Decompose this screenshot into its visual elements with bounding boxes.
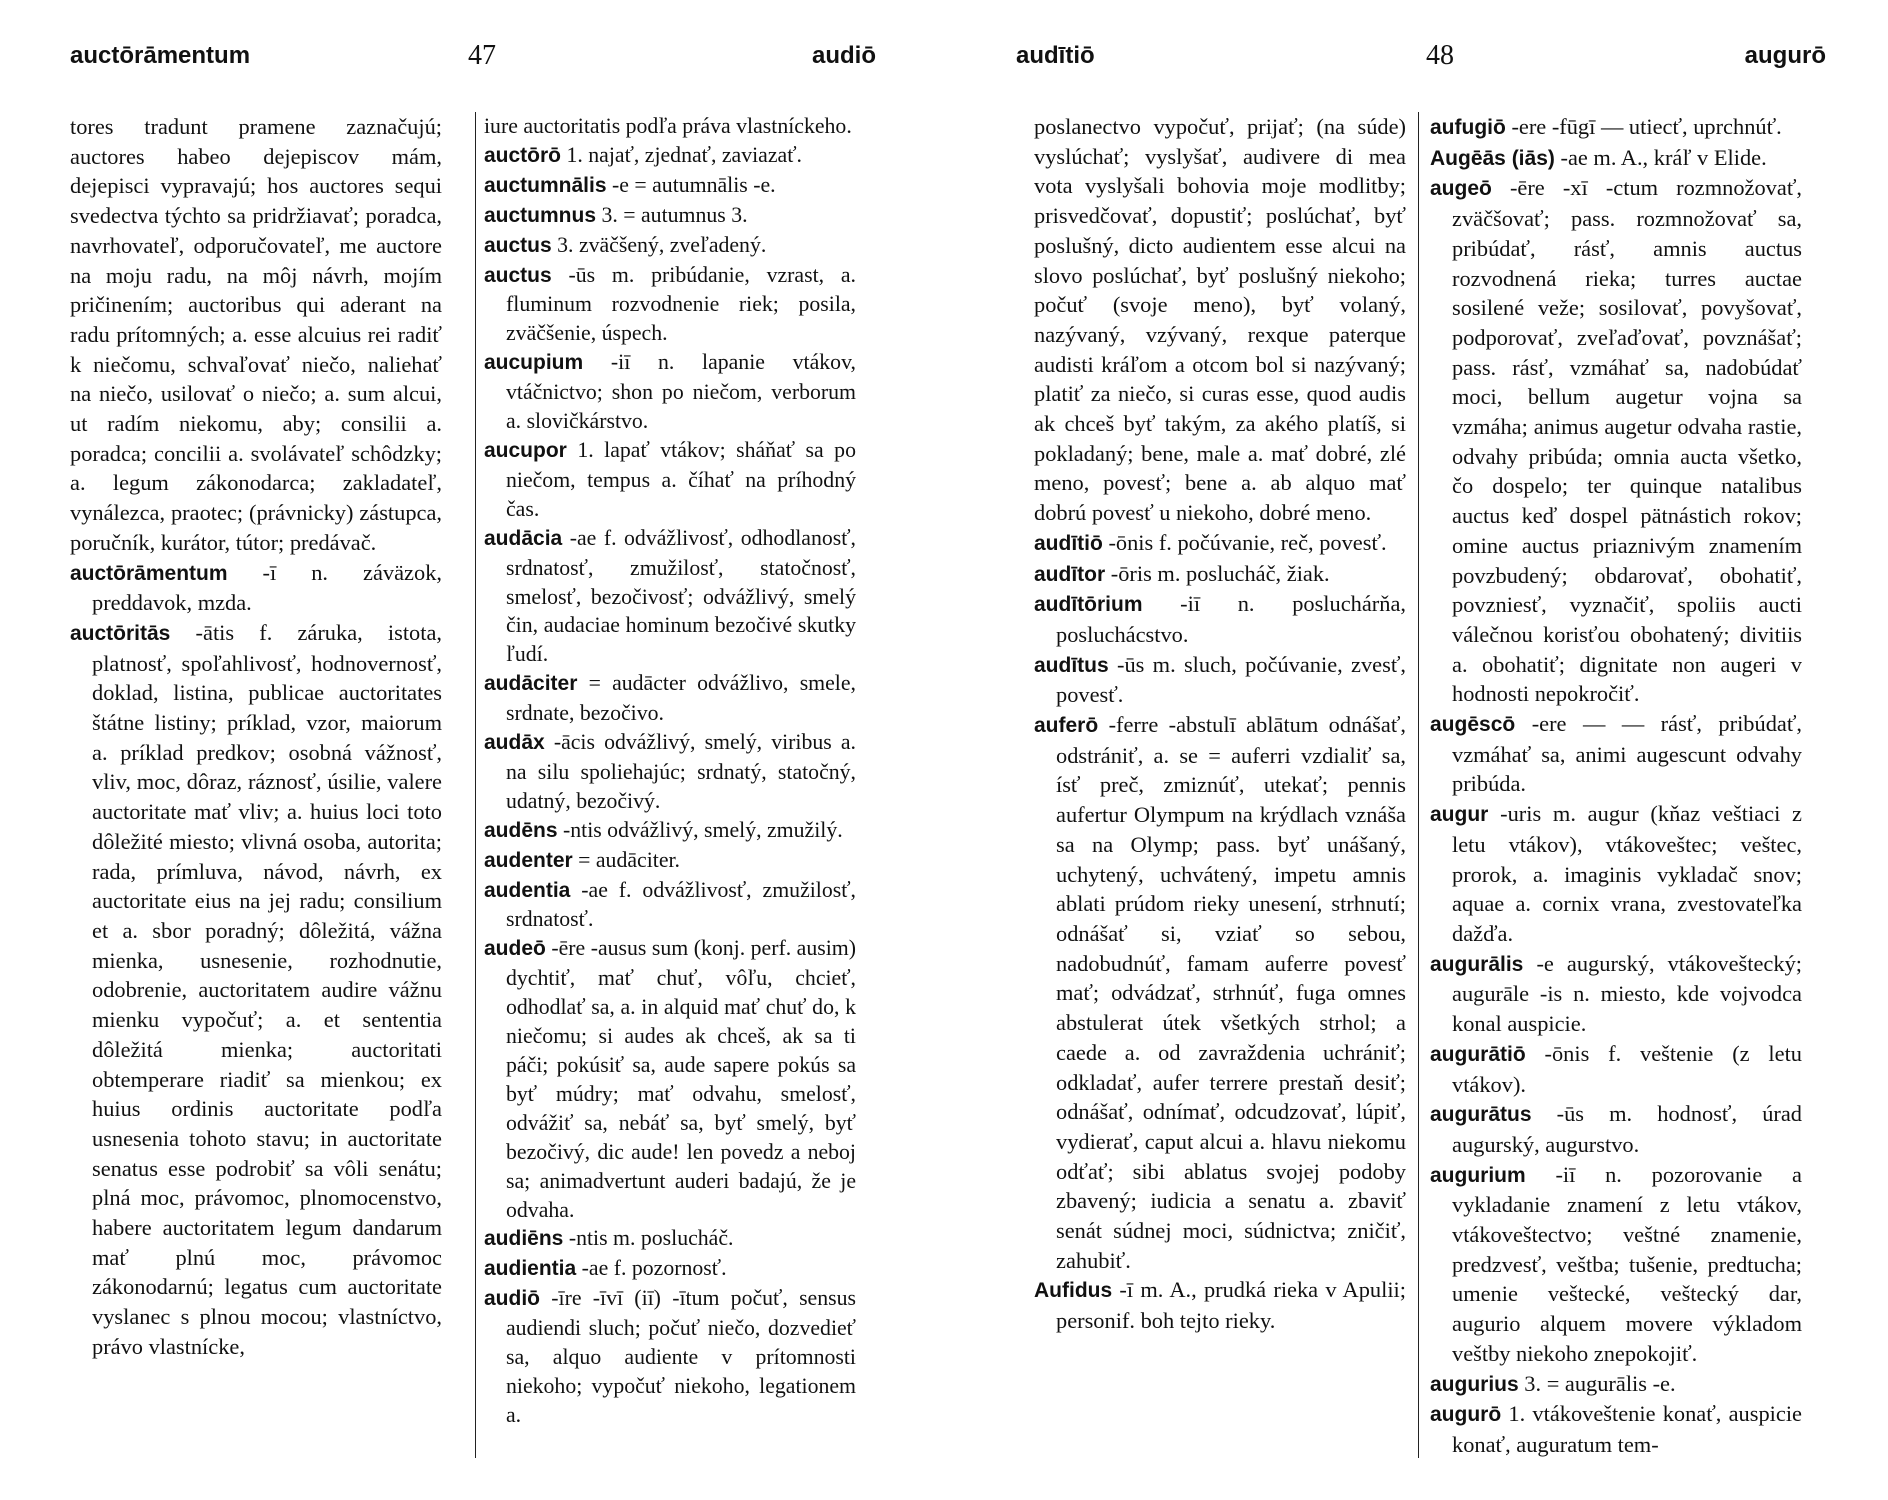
entry-continuation	[484, 112, 856, 141]
header-last-word: audiō	[812, 42, 876, 69]
entry-headword: aucupor	[484, 438, 567, 462]
entry-headword: augurius	[1430, 1372, 1519, 1396]
dictionary-entry	[484, 201, 856, 231]
entry-text: poslanectvo vypočuť, prijať; (na súde) vyslúchať; vyslyšať, audivere di mea vota vyslyšali bohovia moje modlitby; prisvedčovať, dopustiť; poslúchať, byť poslušný, dicto audientem esse alcui na slovo poslúchať, byť poslušný niekoho; počuť (svoje meno), byť volaný, nazývaný, vzývaný, rexque paterque audisti kráľom a otcom bol si nazývaný; platiť za niečo, si curas esse, quod audis ak chceš byť takým, za akého platíš, si pokladaný; bene, male a. mať dobré, zlé meno, povesť; bene a. ab alquo mať dobrú povesť u niekoho, dobré meno.	[1034, 114, 1406, 526]
entry-text: 3. = autumnus 3.	[601, 202, 748, 227]
entry-headword: audentia	[484, 878, 571, 902]
entry-continuation	[1034, 112, 1406, 528]
dictionary-entry	[484, 934, 856, 1224]
entry-headword: augurātus	[1430, 1103, 1532, 1127]
dictionary-entry	[484, 436, 856, 524]
dictionary-entry	[484, 816, 856, 846]
entry-headword: audenter	[484, 848, 573, 872]
dictionary-entry	[484, 348, 856, 436]
entry-headword: audēns	[484, 818, 558, 842]
entry-headword: auferō	[1034, 714, 1099, 738]
dictionary-entry	[1430, 1039, 1802, 1099]
entry-text: 1. najať, zjednať, zaviazať.	[566, 142, 802, 167]
dictionary-entry	[484, 261, 856, 349]
dictionary-entry	[70, 558, 442, 618]
entry-headword: audītus	[1034, 653, 1109, 677]
entry-text: -ōris m. poslucháč, žiak.	[1110, 560, 1330, 586]
entry-text: -ae f. pozornosť.	[581, 1256, 727, 1281]
entry-text: 3. = augurālis -e.	[1524, 1370, 1676, 1396]
dictionary-entry	[484, 1284, 856, 1430]
entry-text: -ī m. A., prudká rieka v Apulii; personif. boh tejto rieky.	[1056, 1277, 1406, 1334]
entry-text: -ntis odvážlivý, smelý, zmužilý.	[562, 817, 843, 842]
entry-headword: augur	[1430, 803, 1489, 827]
entry-headword: auctus	[484, 233, 552, 257]
entry-text: 1. vtákoveštenie konať, auspicie konať, auguratum tem-	[1452, 1401, 1802, 1457]
dictionary-entry	[484, 231, 856, 261]
entry-text: = audācter odvážlivo, smele, srdnate, bezočivo.	[506, 671, 856, 726]
dictionary-entry	[1430, 173, 1802, 709]
dictionary-entry	[484, 141, 856, 171]
dictionary-entry	[1430, 799, 1802, 949]
entry-text: 3. zväčšený, zveľadený.	[557, 232, 767, 257]
entry-text: -e = autumnālis -e.	[612, 172, 776, 197]
entry-text: -īre -īvī (iī) -ītum počuť, sensus audiendi sluch; počuť niečo, dozvedieť sa, alquo audiente v prítomnosti niekoho; vypočuť niekoho, legationem a.	[506, 1286, 856, 1427]
entry-text: -ntis m. poslucháč.	[568, 1226, 734, 1251]
entry-text: = audāciter.	[578, 847, 680, 872]
page-number: 48	[1426, 40, 1454, 71]
dictionary-entry	[1430, 1399, 1802, 1459]
dictionary-entry	[1430, 1369, 1802, 1400]
dictionary-entry	[1430, 1160, 1802, 1369]
entry-headword: audiēns	[484, 1227, 564, 1251]
entry-text: -ere — — rásť, pribúdať, vzmáhať sa, animi augescunt odvahy pribúda.	[1452, 711, 1802, 797]
entry-headword: audāciter	[484, 672, 578, 696]
entry-text: -ī n. záväzok, preddavok, mzda.	[92, 559, 442, 616]
dictionary-entry	[70, 618, 442, 1362]
dictionary-entry	[484, 171, 856, 201]
dictionary-entry	[1034, 1275, 1406, 1335]
dictionary-entry	[484, 728, 856, 816]
dictionary-entry	[1034, 559, 1406, 590]
entry-text: -e augurský, vtákoveštecký; augurāle -is n. miesto, kde vojvodca konal auspicie.	[1452, 950, 1802, 1037]
header-first-word: audītiō	[1016, 42, 1095, 69]
entry-headword: augurālis	[1430, 952, 1524, 976]
dictionary-entry	[1034, 589, 1406, 649]
entry-headword: auctus	[484, 263, 552, 287]
column-right-1	[1034, 112, 1406, 1336]
entry-text: -ūs m. hodnosť, úrad augurský, augurstvo.	[1452, 1101, 1802, 1157]
entry-text: -ūs m. sluch, počúvanie, zvesť, povesť.	[1056, 651, 1406, 708]
entry-headword: audāx	[484, 731, 545, 755]
dictionary-entry	[1430, 949, 1802, 1039]
right-page	[944, 0, 1888, 1500]
entry-headword: auctōrāmentum	[70, 561, 228, 585]
dictionary-entry	[1034, 710, 1406, 1275]
dictionary-entry	[484, 1254, 856, 1284]
dictionary-entry	[1430, 1099, 1802, 1159]
header-first-word: auctōrāmentum	[70, 42, 251, 69]
entry-headword: audītor	[1034, 562, 1106, 586]
dictionary-entry	[1430, 143, 1802, 174]
entry-text: -ferre -abstulī ablātum odnášať, odstrániť, a. se = auferri vzdialiť sa, ísť preč, zmiznúť, utekať; pennis aufertur Olympum na krýdlach vznáša sa na Olymp; pass. byť unášaný, uchytený, uchvátený, impetu amnis ablati prúdom rieky unesení, strhnutí; odnášať si, vziať so sebou, nadobudnúť, famam auferre povesť mať; odvádzať, strhnúť, fuga omnes abstulerat útek všetkých strhol; a caede a. od zavraždenia uchrániť; odkladať, aufer terrere prestaň desiť; odnášať, odnímať, odcudzovať, lúpiť, vydierať, caput alcui a. hlavu niekomu odťať; sibi ablatus svojej podoby zbavený; iudicia a senatu a. zbaviť senát súdnej moci, súdnictva; zničiť, zahubiť.	[1056, 712, 1406, 1273]
entry-headword: audītiō	[1034, 531, 1103, 555]
entry-text: -ere -fūgī — utiecť, uprchnúť.	[1511, 114, 1782, 139]
column-divider	[1418, 112, 1419, 1458]
entry-text: -iī n. lapanie vtákov, vtáčnictvo; shon po niečom, verborum a. slovičkárstvo.	[506, 350, 856, 434]
entry-headword: auctōrō	[484, 143, 562, 167]
entry-text: -ūs m. pribúdanie, vzrast, a. fluminum rozvodnenie riek; posila, zväčšenie, úspech.	[506, 262, 856, 346]
dictionary-entry	[484, 1224, 856, 1254]
entry-headword: Aufidus	[1034, 1279, 1113, 1303]
entry-headword: auctumnālis	[484, 173, 607, 197]
entry-headword: augēscō	[1430, 713, 1516, 737]
dictionary-entry	[484, 524, 856, 670]
dictionary-entry	[1430, 709, 1802, 799]
entry-headword: aufugiō	[1430, 116, 1506, 139]
column-left-2	[484, 112, 856, 1430]
entry-text: iure auctoritatis podľa práva vlastníckeho.	[484, 114, 852, 138]
dictionary-entry	[484, 876, 856, 935]
entry-headword: Augēās (iās)	[1430, 146, 1555, 170]
entry-headword: augurium	[1430, 1163, 1526, 1187]
entry-headword: augurō	[1430, 1403, 1502, 1427]
entry-text: 1. lapať vtákov; sháňať sa po niečom, tempus a. číhať na príhodný čas.	[506, 437, 856, 521]
entry-headword: audācia	[484, 526, 563, 550]
entry-headword: audientia	[484, 1257, 577, 1281]
entry-continuation	[70, 112, 442, 558]
entry-text: -ōnis f. počúvanie, reč, povesť.	[1108, 529, 1387, 555]
entry-text: -ae f. odvážlivosť, zmužilosť, srdnatosť.	[506, 877, 856, 932]
dictionary-entry	[1034, 650, 1406, 710]
entry-headword: auctumnus	[484, 203, 597, 227]
entry-headword: audeō	[484, 937, 546, 961]
dictionary-entry	[484, 846, 856, 876]
entry-headword: audītōrium	[1034, 593, 1143, 617]
entry-text: -ōnis f. veštenie (z letu vtákov).	[1452, 1040, 1802, 1097]
entry-text: -ae m. A., kráľ v Elide.	[1560, 144, 1767, 170]
entry-text: -ātis f. záruka, istota, platnosť, spoľahlivosť, hodnovernosť, doklad, listina, publicae auctoritates štátne listiny; príklad, vzor, maiorum a. príklad predkov; osobná vážnosť, vliv, moc, dôraz, ráznosť, úsilie, valere auctoritate mať vliv; a. huius loci toto dôležité miesto; vlivná osoba, autorita; rada, prímluva, návod, návrh, ex auctoritate eius na jej radu; consilium et a. sbor poradný; dôležitá, vážna mienka, usnesenie, rozhodnutie, odobrenie, auctoritatem audire vážnu mienku vypočuť; a. et sententia dôležitá mienka; auctoritati obtemperare riadiť sa mienkou; ex huius ordinis auctoritate podľa usnesenia tohoto stavu; in auctoritate senatus esse podrobiť sa vôli senátu; plná moc, právomoc, plnomocenstvo, habere auctoritatem legum dandarum mať plnú moc, právomoc zákonodarnú; legatus cum auctoritate vyslanec s plnou mocou; vlastníctvo, právo vlastnícke,	[92, 619, 442, 1359]
entry-text: -uris m. augur (kňaz veštiaci z letu vtákov), vtákoveštec; veštec, prorok, a. imaginis vykladač snov; aquae a. cornix vrana, zvestovateľka dažďa.	[1452, 801, 1802, 946]
entry-headword: aucupium	[484, 351, 584, 375]
column-right-2	[1430, 112, 1802, 1460]
entry-text: -ae f. odvážlivosť, odhodlanosť, srdnatosť, zmužilosť, statočnosť, smelosť, bezočivosť; odvážlivý, smelý čin, audaciae hominum bezočivé skutky ľudí.	[506, 525, 856, 667]
column-left-1	[70, 112, 442, 1362]
column-divider	[475, 112, 476, 1458]
header-last-word: augurō	[1744, 42, 1826, 69]
dictionary-entry	[484, 669, 856, 728]
entry-headword: augeō	[1430, 177, 1492, 201]
entry-headword: audiō	[484, 1287, 540, 1311]
entry-headword: augurātiō	[1430, 1042, 1526, 1066]
dictionary-entry	[1034, 528, 1406, 559]
entry-text: -ēre -ausus sum (konj. perf. ausim) dychtiť, mať chuť, vôľu, chcieť, odhodlať sa, a. in alquid mať chuť do, k niečomu; si audes ak chceš, ak sa ti páči; pokúsiť sa, aude sapere pokús sa byť múdry; mať odvahu, smelosť, odvážiť sa, nebáť sa, byť smelý, byť bezočivý, dic aude! len povedz a neboj sa; animadvertunt auderi badajú, že je odvaha.	[506, 936, 857, 1222]
entry-text: -ācis odvážlivý, smelý, viribus a. na silu spoliehajúc; srdnatý, statočný, udatný, bezočivý.	[506, 730, 856, 813]
dictionary-entry	[1430, 112, 1802, 143]
entry-text: -iī n. pozorovanie a vykladanie znamení z letu vtákov, vtákoveštectvo; veštné znamenie, predzvesť, veštba; tušenie, predtucha; umenie veštecké, veštecký dar, augurio alquem movere výkladom veštby niekoho znepokojiť.	[1452, 1161, 1802, 1366]
page-number: 47	[468, 40, 496, 71]
entry-text: -ēre -xī -ctum rozmnožovať, zväčšovať; pass. rozmnožovať sa, pribúdať, rásť, amnis auctus rozvodnená rieka; turres auctae sosilené veže; sosilovať, povyšovať, podporovať, zveľaďovať, povznášať; pass. rásť, vzmáhať sa, nadobúdať moci, bellum augetur vojna sa vzmáha; animus augetur odvaha rastie, odvahy pribúda; omnia aucta všetko, čo dospelo; ter quinque natalibus auctus keď dospel pätnástich rokov; omine auctus priaznivým znamením povzbudený; obdarovať, obohatiť, povzniesť, vyznačiť, spoliis aucti válečnou korisťou obohatený; divitiis a. obohatiť; dignitate non augeri v hodnosti nepokročiť.	[1452, 175, 1802, 707]
entry-text: tores tradunt pramene zaznačujú; auctores habeo dejepiscov mám, dejepisci vypravajú; hos auctores sequi svedectva týchto sa pridržiavať; poradca, navrhovateľ, odporučovateľ, me auctore na moju radu, na môj návrh, mojím pričinením; auctoribus qui aderant na radu prítomných; a. esse alcuius rei radiť k niečomu, schvaľovať niečo, naliehať na niečo, usilovať o niečo; a. sum alcui, ut radím niekomu, aby; consilii a. poradca; concilii a. svolávateľ schôdzky; a. legum zákonodarca; zakladateľ, vynálezca, praotec; (právnicky) zástupca, poručník, kurátor, tútor; predávač.	[70, 114, 442, 555]
entry-text: -iī n. posluchárňa, posluchácstvo.	[1056, 591, 1406, 647]
entry-headword: auctōritās	[70, 621, 171, 645]
